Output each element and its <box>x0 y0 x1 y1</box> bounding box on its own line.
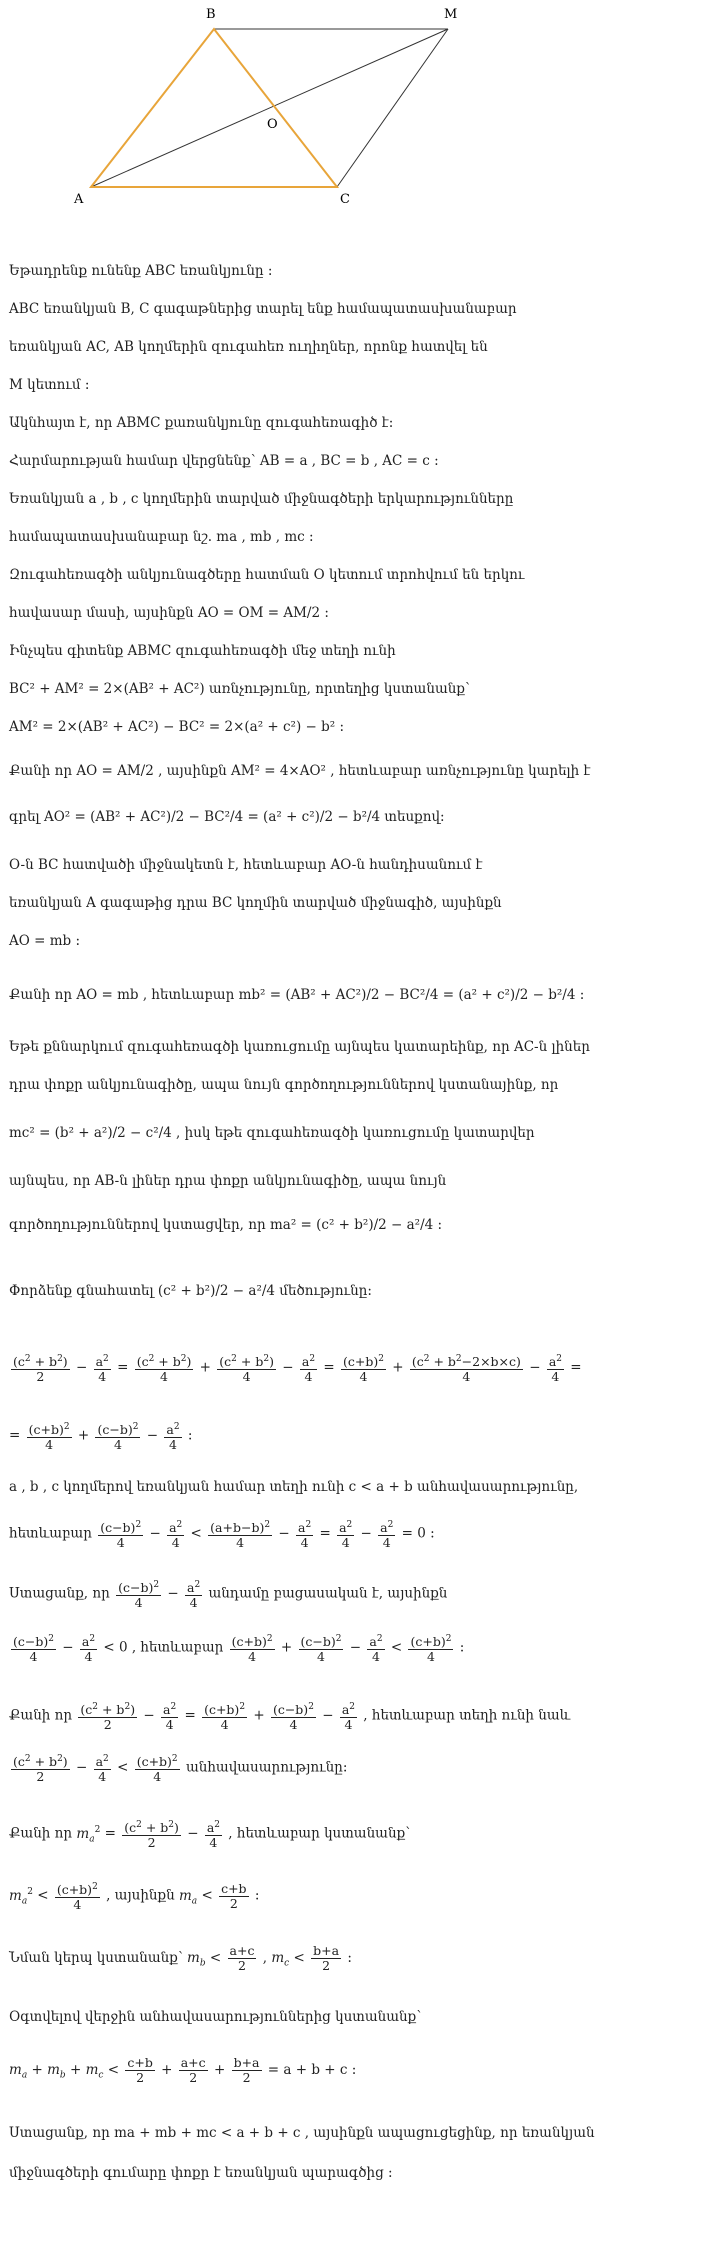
label-O: O <box>267 117 278 132</box>
triangle-ABC <box>91 29 337 187</box>
equation-2: = $\frac{(c+b)^2}{4}$ + $\frac{(c-b)^2}{4}$ − $\frac{a^2}{4}$ : <box>9 1422 193 1453</box>
line-A-M <box>91 29 448 187</box>
label-A: A <box>74 192 84 207</box>
paragraph-6b: հավասար մասի, այսինքն AO = OM = AM/2 : <box>9 605 329 621</box>
paragraph-12c: AO = mb : <box>9 933 80 949</box>
label-C: C <box>340 192 350 207</box>
paragraph-11: գրել AO² = (AB² + AC²)/2 − BC²/4 = (a² + c²)/2 − b²/4 տեսքով: <box>9 809 445 825</box>
paragraph-20b-text: հետևաբար <box>140 1639 224 1656</box>
paragraph-21a-text: Քանի որ <box>9 1707 73 1724</box>
paragraph-23: Քանի որ $m_a^2$ = $\frac{(c^2 + b^2)}{2}$ − $\frac{a^2}{4}$ , հետևաբար կստանանք՝ <box>9 1820 411 1851</box>
paragraph-22: $\frac{(c^2 + b^2)}{2}$ − $\frac{a^2}{4}$ < $\frac{(c+b)^2}{4}$ անհավասարությունը: <box>13 1754 348 1785</box>
paragraph-7: Ինչպես գիտենք ABMC զուգահեռագծի մեջ տեղի ունի <box>9 643 396 659</box>
paragraph-8: BC² + AM² = 2×(AB² + AC²) առնչությունը, որտեղից կստանանք՝ <box>9 681 470 697</box>
paragraph-26: Օգտվելով վերջին անհավասարություններից կստանանք՝ <box>9 2009 422 2025</box>
paragraph-21b-text: հետևաբար տեղի ունի նաև <box>371 1707 571 1724</box>
paragraph-19: Ստացանք, որ $\frac{(c-b)^2}{4}$ − $\frac{a^2}{4}$ անդամը բացասական է, այսինքն <box>9 1580 448 1611</box>
paragraph-24b-text: այսինքն <box>114 1887 175 1904</box>
paragraph-29: միջնագծերի գումարը փոքր է եռանկյան պարագծից : <box>9 2165 393 2181</box>
paragraph-10: Քանի որ AO = AM/2 , այսինքն AM² = 4×AO² , հետևաբար առնչությունը կարելի է <box>9 763 591 779</box>
paragraph-18b-text: հետևաբար <box>9 1525 92 1542</box>
paragraph-9: AM² = 2×(AB² + AC²) − BC² = 2×(a² + c²) − b² : <box>9 719 345 735</box>
paragraph-1: Եթադրենք ունենք ABC եռանկյունը : <box>9 263 273 279</box>
paragraph-2a: ABC եռանկյան B, C գագաթներից տարել ենք համապատասխանաբար <box>9 301 517 317</box>
paragraph-25a-text: Նման կերպ կստանանք՝ <box>9 1950 183 1966</box>
paragraph-22b-text: անհավասարությունը: <box>185 1759 348 1776</box>
paragraph-15: Փորձենք գնահատել (c² + b²)/2 − a²/4 մեծությունը: <box>9 1283 372 1299</box>
paragraph-14b: դրա փոքր անկյունագիծը, ապա նույն գործողություններով կստանայինք, որ <box>9 1077 559 1093</box>
line-M-C <box>337 29 448 187</box>
paragraph-13: Քանի որ AO = mb , հետևաբար mb² = (AB² + AC²)/2 − BC²/4 = (a² + c²)/2 − b²/4 : <box>9 987 585 1003</box>
paragraph-5a: Եռանկյան a , b , c կողմերին տարված միջնագծերի երկարությունները <box>9 491 514 507</box>
paragraph-20: $\frac{(c-b)^2}{4}$ − $\frac{a^2}{4}$ < 0 , հետևաբար $\frac{(c+b)^2}{4}$ + $\frac{(c-b)^2}{4}$ − $\frac{a^2}{4}$ < $\frac{(c+b)^2}{4}$ : <box>13 1634 465 1665</box>
paragraph-27: $m_a + m_b + m_c$ < $\frac{c+b}{2}$ + $\frac{a+c}{2}$ + $\frac{b+a}{2}$ = a + b + c : <box>9 2055 357 2085</box>
paragraph-18b: հետևաբար $\frac{(c-b)^2}{4}$ − $\frac{a^2}{4}$ < $\frac{(a+b-b)^2}{4}$ − $\frac{a^2}{4}$ = $\frac{a^2}{4}$ − $\frac{a^2}{4}$ = 0 : <box>9 1520 435 1551</box>
paragraph-14d: այնպես, որ AB-ն լիներ դրա փոքր անկյունագիծը, ապա նույն <box>9 1173 447 1189</box>
paragraph-25: Նման կերպ կստանանք՝ $m_b$ < $\frac{a+c}{2}$ , $m_c$ < $\frac{b+a}{2}$ : <box>9 1943 352 1973</box>
paragraph-24: $m_a^2$ < $\frac{(c+b)^2}{4}$ , այսինքն $m_a$ < $\frac{c+b}{2}$ : <box>9 1880 260 1913</box>
equation-1: $\frac{(c^2 + b^2)}{2}$ − $\frac{a^2}{4}$ = $\frac{(c^2 + b^2)}{4}$ + $\frac{(c^2 + b^2)}{4}$ − $\frac{a^2}{4}$ = $\frac{(c+b)^2}{4}$ + $\frac{(c^2 + b^2-2\times b\times c)}{4}$ − $\frac{a^2}{4}$ = <box>13 1354 582 1385</box>
paragraph-2c: M կետում : <box>9 377 90 393</box>
geometry-figure <box>0 0 707 210</box>
paragraph-12b: եռանկյան A գագաթից դրա BC կողմին տարված միջնագիծ, այսինքն <box>9 895 502 911</box>
paragraph-5b: համապատասխանաբար նշ. ma , mb , mc : <box>9 529 314 545</box>
paragraph-19a-text: Ստացանք, որ <box>9 1585 110 1602</box>
paragraph-2b: եռանկյան AC, AB կողմերին զուգահեռ ուղիղներ, որոնք հատվել են <box>9 339 488 355</box>
paragraph-28: Ստացանք, որ ma + mb + mc < a + b + c , այսինքն ապացուցեցինք, որ եռանկյան <box>9 2125 595 2141</box>
paragraph-4: Հարմարության համար վերցնենք՝ AB = a , BC = b , AC = c : <box>9 453 439 469</box>
label-B: B <box>206 7 216 22</box>
paragraph-23b-text: հետևաբար կստանանք՝ <box>236 1825 411 1842</box>
paragraph-14a: Եթե քննարկում զուգահեռագծի կառուցումը այնպես կատարեինք, որ AC-ն լիներ <box>9 1039 590 1055</box>
paragraph-3: Ակնհայտ է, որ ABMC քառանկյունը զուգահեռագիծ է: <box>9 415 394 431</box>
paragraph-6a: Զուգահեռագծի անկյունագծերը հատման O կետում տրոհվում են երկու <box>9 567 525 583</box>
paragraph-14e: գործողություններով կստացվեր, որ ma² = (c² + b²)/2 − a²/4 : <box>9 1217 443 1233</box>
paragraph-12a: O-ն BC հատվածի միջնակետն է, հետևաբար AO-ն հանդիսանում է <box>9 857 483 873</box>
paragraph-23a-text: Քանի որ <box>9 1825 73 1842</box>
paragraph-14c: mc² = (b² + a²)/2 − c²/4 , իսկ եթե զուգահեռագծի կառուցումը կատարվեր <box>9 1125 535 1141</box>
paragraph-19b-text: անդամը բացասական է, այսինքն <box>208 1585 448 1602</box>
paragraph-18a: a , b , c կողմերով եռանկյան համար տեղի ունի c < a + b անհավասարությունը, <box>9 1479 579 1495</box>
label-M: M <box>444 7 458 22</box>
paragraph-21: Քանի որ $\frac{(c^2 + b^2)}{2}$ − $\frac{a^2}{4}$ = $\frac{(c+b)^2}{4}$ + $\frac{(c-b)^2}{4}$ − $\frac{a^2}{4}$ , հետևաբար տեղի ունի նաև <box>9 1702 571 1733</box>
